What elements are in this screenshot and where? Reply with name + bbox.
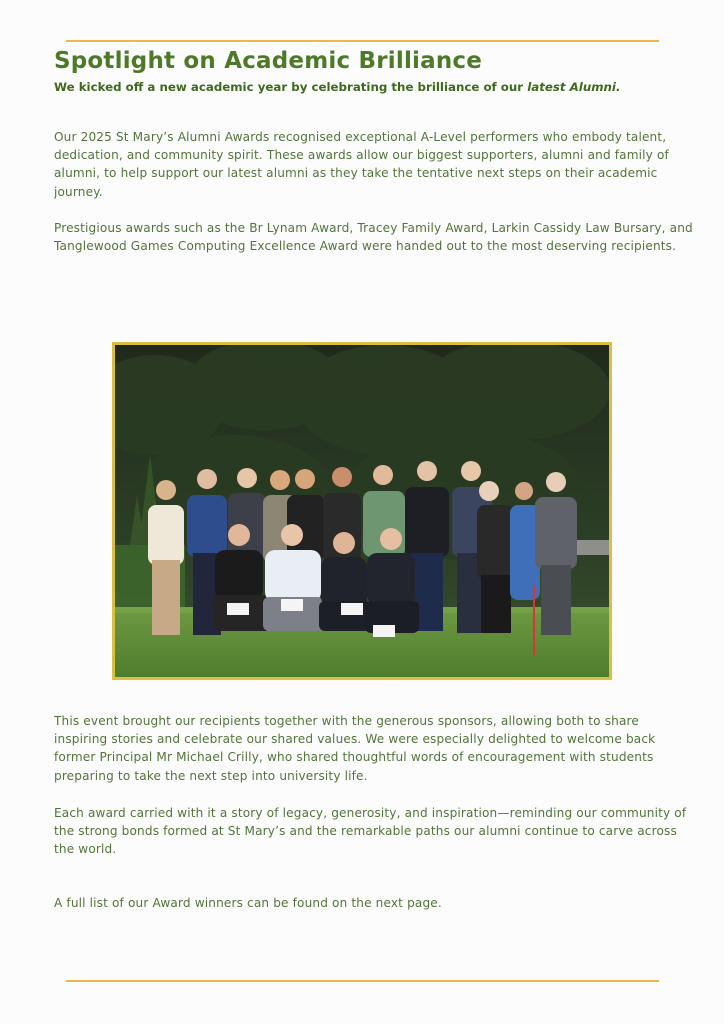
subtitle-emphasis: latest Alumni.	[527, 80, 621, 94]
next-page-note: A full list of our Award winners can be found on the next page.	[54, 896, 442, 910]
event-paragraph: This event brought our recipients together with the generous sponsors, allowing both to share inspiring stories and celebrate our shared values. We were especially delighted to welcome back former Principal Mr Michael Crilly, who shared thoughtful words of encouragement with students preparing to take the next step into university life.	[54, 714, 656, 783]
top-divider	[66, 40, 659, 42]
subtitle-text: We kicked off a new academic year by celebrating the brilliance of our	[54, 80, 528, 94]
awards-paragraph: Prestigious awards such as the Br Lynam Award, Tracey Family Award, Larkin Cassidy Law Bursary, and Tanglewood Games Computing Excellence Award were handed out to the most deserving recipients.	[54, 221, 693, 254]
group-photo-illustration	[115, 345, 609, 677]
page-subtitle	[54, 80, 620, 94]
page-title: Spotlight on Academic Brilliance	[54, 48, 483, 74]
bottom-divider	[66, 980, 659, 982]
legacy-paragraph: Each award carried with it a story of legacy, generosity, and inspiration—reminding our community of the strong bonds formed at St Mary’s and the remarkable paths our alumni continue to carve across the world.	[54, 806, 687, 857]
intro-paragraph: Our 2025 St Mary’s Alumni Awards recognised exceptional A-Level performers who embody talent, dedication, and community spirit. These awards allow our biggest supporters, alumni and family of alumni, to help support our latest alumni as they take the tentative next steps on their academic journey.	[54, 130, 669, 199]
group-photo	[112, 342, 612, 680]
